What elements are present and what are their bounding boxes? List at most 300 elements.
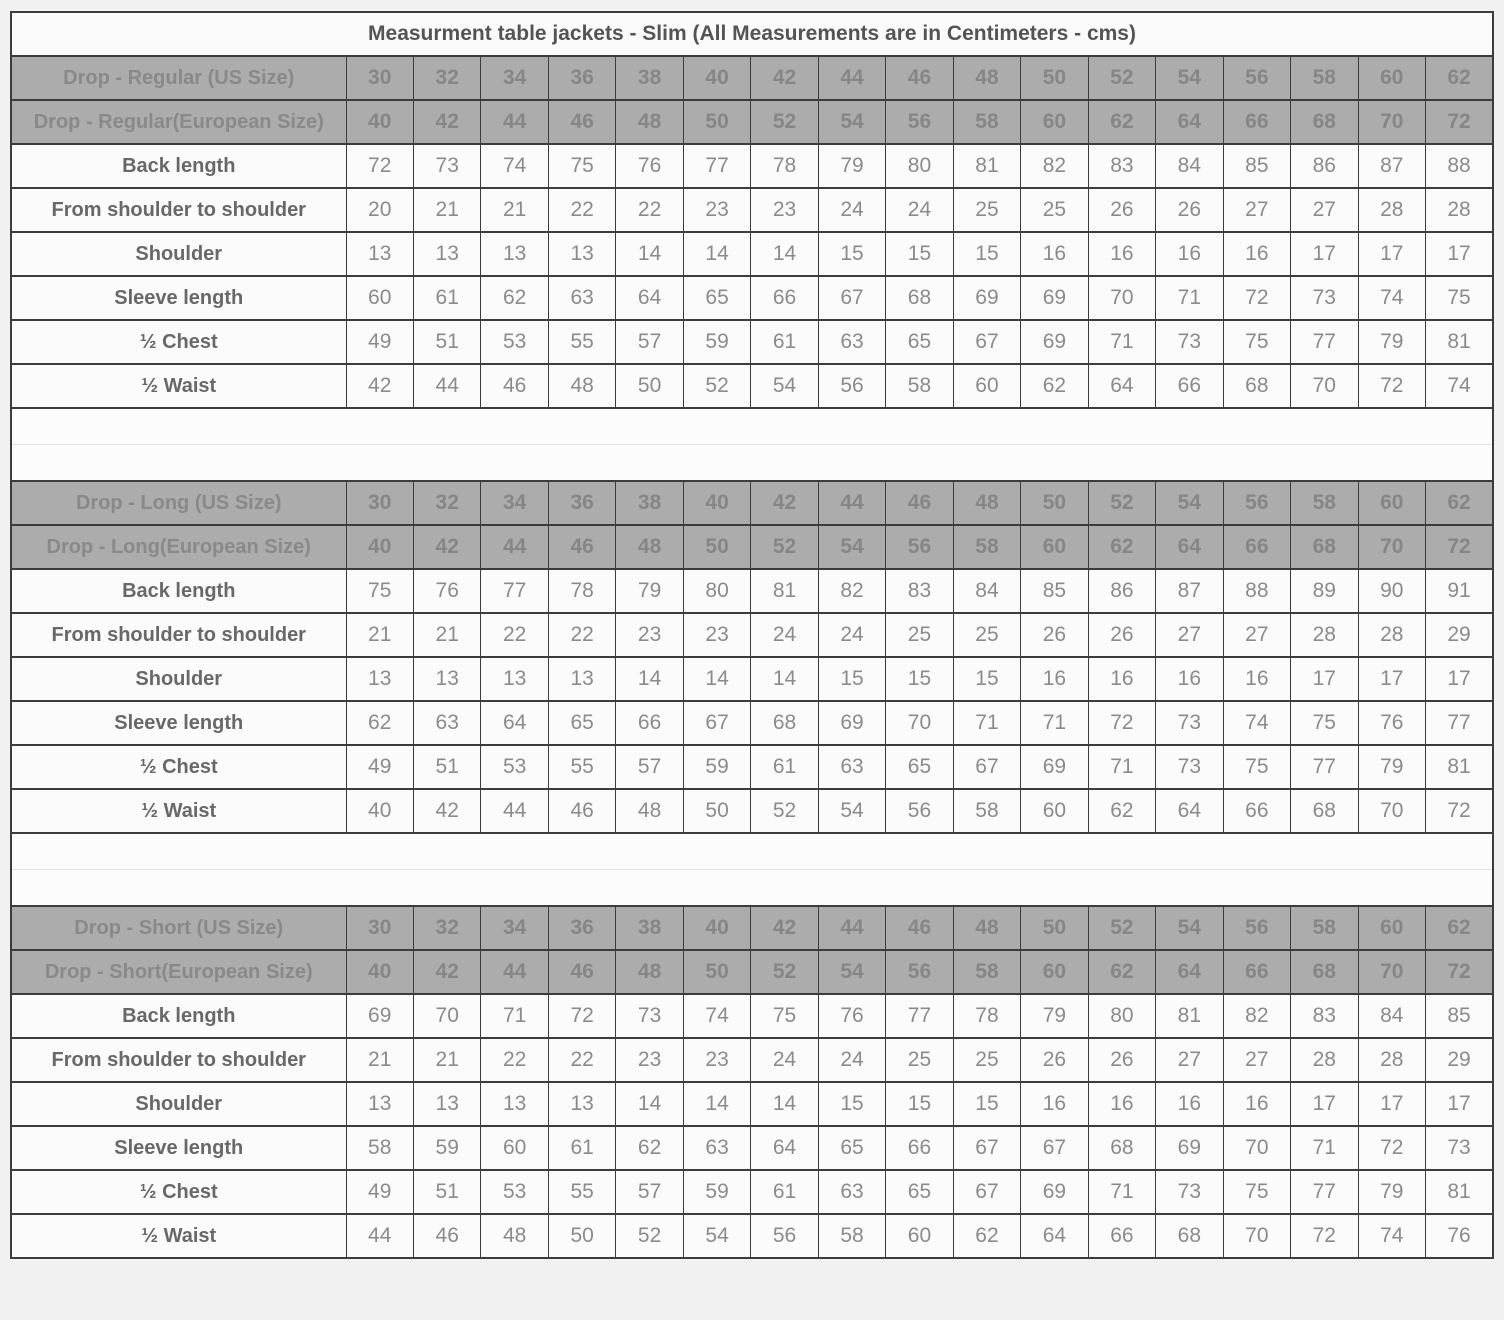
measurement-value: 85 (1021, 569, 1088, 613)
measurement-value: 23 (616, 1038, 683, 1082)
measurement-value: 70 (886, 701, 953, 745)
measurement-value: 14 (751, 657, 818, 701)
measurement-value: 65 (886, 320, 953, 364)
measurement-value: 66 (1156, 364, 1223, 408)
eu-size-value: 46 (548, 525, 615, 569)
eu-size-value: 40 (346, 100, 413, 144)
us-size-value: 36 (548, 906, 615, 950)
measurement-value: 74 (481, 144, 548, 188)
measurement-value: 15 (886, 1082, 953, 1126)
us-size-value: 62 (1426, 56, 1494, 100)
measurement-value: 64 (1088, 364, 1155, 408)
measurement-value: 14 (616, 1082, 683, 1126)
measurement-row (11, 320, 1493, 364)
eu-size-value: 68 (1291, 100, 1358, 144)
measurement-value: 78 (548, 569, 615, 613)
measurement-value: 77 (683, 144, 750, 188)
measurement-value: 81 (1426, 745, 1494, 789)
measurement-value: 80 (683, 569, 750, 613)
us-size-value: 60 (1358, 906, 1425, 950)
measurement-value: 70 (1358, 789, 1425, 833)
measurement-value: 77 (481, 569, 548, 613)
measurement-value: 74 (1358, 1214, 1425, 1258)
eu-size-value: 66 (1223, 950, 1290, 994)
measurement-value: 13 (481, 232, 548, 276)
eu-size-header-label: Drop - Regular(European Size) (11, 100, 346, 144)
eu-size-value: 40 (346, 950, 413, 994)
measurement-value: 63 (818, 745, 885, 789)
measurement-value: 52 (616, 1214, 683, 1258)
measurement-value: 14 (683, 1082, 750, 1126)
measurement-value: 17 (1291, 232, 1358, 276)
measurement-value: 60 (481, 1126, 548, 1170)
measurement-row-label: Shoulder (11, 1082, 346, 1126)
measurement-row (11, 1038, 1493, 1082)
measurement-value: 61 (751, 320, 818, 364)
measurement-value: 62 (616, 1126, 683, 1170)
measurement-value: 60 (1021, 789, 1088, 833)
measurement-value: 55 (548, 320, 615, 364)
measurement-value: 24 (886, 188, 953, 232)
measurement-value: 67 (1021, 1126, 1088, 1170)
measurement-value: 72 (1358, 364, 1425, 408)
measurement-value: 75 (1223, 320, 1290, 364)
us-size-value: 44 (818, 481, 885, 525)
measurement-value: 56 (751, 1214, 818, 1258)
measurement-value: 13 (413, 1082, 480, 1126)
measurement-value: 51 (413, 320, 480, 364)
measurement-value: 16 (1156, 1082, 1223, 1126)
eu-size-value: 58 (953, 525, 1020, 569)
measurement-value: 48 (616, 789, 683, 833)
measurement-value: 69 (1021, 320, 1088, 364)
us-size-value: 52 (1088, 481, 1155, 525)
us-size-value: 48 (953, 56, 1020, 100)
measurement-value: 67 (953, 1126, 1020, 1170)
measurement-row (11, 569, 1493, 613)
measurement-value: 73 (1426, 1126, 1494, 1170)
us-size-value: 32 (413, 56, 480, 100)
measurement-value: 72 (1426, 789, 1494, 833)
measurement-value: 73 (1291, 276, 1358, 320)
eu-size-value: 54 (818, 100, 885, 144)
measurement-value: 13 (481, 657, 548, 701)
measurement-value: 70 (1223, 1126, 1290, 1170)
measurement-value: 22 (548, 1038, 615, 1082)
measurement-value: 22 (548, 188, 615, 232)
measurement-row (11, 701, 1493, 745)
measurement-value: 57 (616, 320, 683, 364)
us-size-value: 58 (1291, 56, 1358, 100)
measurement-row-label: Shoulder (11, 657, 346, 701)
measurement-value: 26 (1088, 188, 1155, 232)
measurement-value: 70 (413, 994, 480, 1038)
measurement-value: 23 (683, 188, 750, 232)
measurement-value: 57 (616, 1170, 683, 1214)
us-size-value: 60 (1358, 56, 1425, 100)
measurement-value: 49 (346, 320, 413, 364)
measurement-value: 49 (346, 745, 413, 789)
us-size-value: 48 (953, 906, 1020, 950)
us-size-value: 34 (481, 481, 548, 525)
measurement-value: 78 (751, 144, 818, 188)
measurement-value: 73 (616, 994, 683, 1038)
us-size-value: 54 (1156, 56, 1223, 100)
measurement-value: 13 (346, 657, 413, 701)
measurement-value: 66 (886, 1126, 953, 1170)
measurement-value: 87 (1156, 569, 1223, 613)
measurement-row-label: ½ Waist (11, 1214, 346, 1258)
measurement-value: 64 (751, 1126, 818, 1170)
measurement-value: 26 (1088, 613, 1155, 657)
measurement-value: 15 (886, 657, 953, 701)
eu-size-value: 54 (818, 525, 885, 569)
measurement-value: 24 (751, 613, 818, 657)
us-size-value: 34 (481, 56, 548, 100)
measurement-value: 16 (1223, 1082, 1290, 1126)
measurement-value: 62 (1021, 364, 1088, 408)
eu-size-value: 48 (616, 525, 683, 569)
measurement-value: 13 (346, 1082, 413, 1126)
measurement-value: 23 (751, 188, 818, 232)
measurement-value: 51 (413, 1170, 480, 1214)
measurement-row (11, 657, 1493, 701)
eu-size-value: 40 (346, 525, 413, 569)
measurement-value: 56 (886, 789, 953, 833)
us-size-value: 40 (683, 56, 750, 100)
us-size-value: 32 (413, 906, 480, 950)
eu-size-value: 46 (548, 950, 615, 994)
measurement-row (11, 188, 1493, 232)
measurement-value: 68 (1291, 789, 1358, 833)
measurement-value: 71 (1021, 701, 1088, 745)
eu-size-value: 70 (1358, 525, 1425, 569)
us-size-value: 62 (1426, 906, 1494, 950)
measurement-value: 80 (1088, 994, 1155, 1038)
measurement-value: 63 (818, 320, 885, 364)
eu-size-value: 46 (548, 100, 615, 144)
us-size-value: 52 (1088, 56, 1155, 100)
measurement-value: 44 (481, 789, 548, 833)
measurement-value: 59 (683, 320, 750, 364)
us-size-value: 62 (1426, 481, 1494, 525)
measurement-value: 17 (1358, 657, 1425, 701)
measurement-value: 16 (1021, 657, 1088, 701)
eu-size-value: 62 (1088, 525, 1155, 569)
measurement-value: 63 (413, 701, 480, 745)
measurement-row (11, 1126, 1493, 1170)
eu-size-value: 50 (683, 950, 750, 994)
measurement-value: 16 (1088, 657, 1155, 701)
measurement-value: 82 (1223, 994, 1290, 1038)
measurement-value: 67 (953, 745, 1020, 789)
measurement-value: 67 (953, 1170, 1020, 1214)
measurement-value: 67 (683, 701, 750, 745)
measurement-value: 83 (1088, 144, 1155, 188)
measurement-value: 50 (616, 364, 683, 408)
measurement-value: 68 (1088, 1126, 1155, 1170)
us-size-value: 56 (1223, 906, 1290, 950)
measurement-value: 81 (953, 144, 1020, 188)
eu-size-value: 42 (413, 100, 480, 144)
measurement-value: 55 (548, 1170, 615, 1214)
measurement-value: 61 (413, 276, 480, 320)
us-size-value: 54 (1156, 481, 1223, 525)
measurement-value: 27 (1223, 188, 1290, 232)
measurement-row (11, 1082, 1493, 1126)
measurement-value: 87 (1358, 144, 1425, 188)
measurement-row-label: Back length (11, 569, 346, 613)
measurement-value: 54 (818, 789, 885, 833)
measurement-value: 71 (1088, 320, 1155, 364)
us-size-value: 32 (413, 481, 480, 525)
us-size-value: 50 (1021, 56, 1088, 100)
measurement-value: 27 (1156, 1038, 1223, 1082)
measurement-value: 58 (818, 1214, 885, 1258)
measurement-value: 68 (751, 701, 818, 745)
measurement-value: 73 (1156, 701, 1223, 745)
us-size-value: 36 (548, 481, 615, 525)
us-size-value: 42 (751, 56, 818, 100)
measurement-value: 82 (1021, 144, 1088, 188)
measurement-value: 63 (683, 1126, 750, 1170)
measurement-value: 81 (751, 569, 818, 613)
measurement-value: 24 (818, 188, 885, 232)
measurement-value: 14 (616, 232, 683, 276)
measurement-value: 88 (1223, 569, 1290, 613)
measurement-row (11, 789, 1493, 833)
measurement-value: 29 (1426, 613, 1494, 657)
measurement-value: 65 (818, 1126, 885, 1170)
measurement-value: 71 (1088, 745, 1155, 789)
measurement-value: 79 (1358, 745, 1425, 789)
eu-size-value: 54 (818, 950, 885, 994)
measurement-value: 16 (1223, 657, 1290, 701)
measurement-value: 25 (1021, 188, 1088, 232)
measurement-value: 80 (886, 144, 953, 188)
measurement-value: 70 (1088, 276, 1155, 320)
eu-size-value: 42 (413, 525, 480, 569)
measurement-value: 64 (1021, 1214, 1088, 1258)
measurement-value: 59 (413, 1126, 480, 1170)
measurement-row (11, 364, 1493, 408)
measurement-value: 62 (953, 1214, 1020, 1258)
measurement-value: 67 (953, 320, 1020, 364)
measurement-value: 91 (1426, 569, 1494, 613)
measurement-value: 84 (1156, 144, 1223, 188)
spacer-cell (11, 445, 1493, 482)
measurement-value: 57 (616, 745, 683, 789)
eu-size-value: 60 (1021, 950, 1088, 994)
measurement-value: 14 (751, 1082, 818, 1126)
eu-size-value: 68 (1291, 525, 1358, 569)
measurement-value: 25 (953, 1038, 1020, 1082)
measurement-value: 16 (1223, 232, 1290, 276)
spacer-cell (11, 870, 1493, 907)
measurement-value: 13 (346, 232, 413, 276)
measurement-value: 81 (1156, 994, 1223, 1038)
measurement-value: 21 (346, 1038, 413, 1082)
measurement-value: 73 (1156, 320, 1223, 364)
eu-size-value: 58 (953, 100, 1020, 144)
eu-size-value: 72 (1426, 950, 1494, 994)
measurement-value: 66 (751, 276, 818, 320)
spacer-cell (11, 833, 1493, 870)
us-size-value: 50 (1021, 906, 1088, 950)
measurement-value: 16 (1156, 657, 1223, 701)
measurement-value: 28 (1358, 613, 1425, 657)
measurement-value: 72 (1223, 276, 1290, 320)
measurement-value: 86 (1088, 569, 1155, 613)
measurement-value: 63 (548, 276, 615, 320)
measurement-value: 21 (413, 613, 480, 657)
us-size-value: 46 (886, 481, 953, 525)
measurement-value: 73 (1156, 745, 1223, 789)
measurement-value: 28 (1358, 1038, 1425, 1082)
measurement-value: 76 (1358, 701, 1425, 745)
us-size-header-label: Drop - Short (US Size) (11, 906, 346, 950)
measurement-value: 52 (683, 364, 750, 408)
us-size-value: 38 (616, 906, 683, 950)
measurement-value: 74 (1426, 364, 1494, 408)
eu-size-value: 66 (1223, 100, 1290, 144)
measurement-value: 77 (1291, 1170, 1358, 1214)
measurement-value: 48 (481, 1214, 548, 1258)
measurement-value: 73 (1156, 1170, 1223, 1214)
measurement-value: 42 (346, 364, 413, 408)
measurement-row (11, 994, 1493, 1038)
measurement-row (11, 1214, 1493, 1258)
measurement-value: 77 (1291, 320, 1358, 364)
us-size-header-label: Drop - Long (US Size) (11, 481, 346, 525)
measurement-value: 53 (481, 320, 548, 364)
us-size-value: 48 (953, 481, 1020, 525)
measurement-value: 28 (1426, 188, 1494, 232)
measurement-value: 44 (413, 364, 480, 408)
us-size-value: 38 (616, 481, 683, 525)
measurement-value: 64 (481, 701, 548, 745)
us-size-value: 36 (548, 56, 615, 100)
eu-size-value: 50 (683, 100, 750, 144)
eu-size-value: 60 (1021, 100, 1088, 144)
measurement-value: 62 (481, 276, 548, 320)
us-size-value: 30 (346, 906, 413, 950)
eu-size-value: 52 (751, 100, 818, 144)
eu-size-header-label: Drop - Long(European Size) (11, 525, 346, 569)
measurement-value: 66 (1088, 1214, 1155, 1258)
spacer-row (11, 833, 1493, 870)
us-size-value: 40 (683, 906, 750, 950)
eu-size-value: 44 (481, 950, 548, 994)
measurement-value: 79 (616, 569, 683, 613)
measurement-value: 78 (953, 994, 1020, 1038)
measurement-value: 21 (413, 188, 480, 232)
measurement-row-label: Sleeve length (11, 276, 346, 320)
measurement-value: 69 (1021, 276, 1088, 320)
measurement-row-label: Back length (11, 144, 346, 188)
measurement-value: 58 (953, 789, 1020, 833)
spacer-cell (11, 408, 1493, 445)
measurement-row-label: ½ Chest (11, 745, 346, 789)
measurement-value: 15 (818, 232, 885, 276)
eu-size-value: 72 (1426, 100, 1494, 144)
eu-size-value: 64 (1156, 950, 1223, 994)
measurement-value: 68 (886, 276, 953, 320)
measurement-value: 13 (481, 1082, 548, 1126)
us-size-value: 44 (818, 906, 885, 950)
measurement-value: 65 (886, 745, 953, 789)
measurement-value: 24 (751, 1038, 818, 1082)
measurement-value: 72 (1358, 1126, 1425, 1170)
eu-size-value: 64 (1156, 100, 1223, 144)
measurement-value: 61 (751, 745, 818, 789)
measurement-value: 21 (413, 1038, 480, 1082)
measurement-value: 60 (886, 1214, 953, 1258)
measurement-value: 79 (1358, 320, 1425, 364)
eu-size-value: 44 (481, 100, 548, 144)
eu-size-value: 56 (886, 950, 953, 994)
measurement-value: 21 (346, 613, 413, 657)
measurement-value: 40 (346, 789, 413, 833)
measurement-value: 13 (548, 657, 615, 701)
measurement-value: 69 (818, 701, 885, 745)
measurement-value: 15 (953, 657, 1020, 701)
measurement-value: 16 (1156, 232, 1223, 276)
measurement-value: 88 (1426, 144, 1494, 188)
measurement-value: 70 (1291, 364, 1358, 408)
measurement-value: 27 (1223, 613, 1290, 657)
measurement-value: 79 (1021, 994, 1088, 1038)
measurement-value: 15 (953, 232, 1020, 276)
measurement-value: 26 (1156, 188, 1223, 232)
measurement-value: 75 (548, 144, 615, 188)
measurement-value: 76 (616, 144, 683, 188)
measurement-value: 75 (346, 569, 413, 613)
measurement-value: 61 (548, 1126, 615, 1170)
eu-size-value: 56 (886, 100, 953, 144)
measurement-value: 28 (1291, 613, 1358, 657)
measurement-value: 26 (1021, 613, 1088, 657)
eu-size-header-label: Drop - Short(European Size) (11, 950, 346, 994)
measurement-value: 28 (1291, 1038, 1358, 1082)
measurement-value: 27 (1223, 1038, 1290, 1082)
measurement-value: 51 (413, 745, 480, 789)
measurement-value: 15 (818, 657, 885, 701)
measurement-value: 74 (683, 994, 750, 1038)
measurement-value: 71 (481, 994, 548, 1038)
measurement-value: 50 (683, 789, 750, 833)
measurement-value: 23 (683, 613, 750, 657)
measurement-value: 17 (1291, 657, 1358, 701)
us-size-value: 38 (616, 56, 683, 100)
measurement-value: 26 (1021, 1038, 1088, 1082)
measurement-value: 25 (886, 1038, 953, 1082)
measurement-value: 62 (346, 701, 413, 745)
us-size-value: 46 (886, 56, 953, 100)
measurement-value: 13 (548, 1082, 615, 1126)
measurement-row-label: Sleeve length (11, 701, 346, 745)
table-title: Measurment table jackets - Slim (All Measurements are in Centimeters - cms) (11, 12, 1493, 56)
measurement-value: 46 (548, 789, 615, 833)
measurement-row-label: Back length (11, 994, 346, 1038)
measurement-value: 17 (1291, 1082, 1358, 1126)
measurement-row-label: ½ Chest (11, 320, 346, 364)
spacer-row (11, 445, 1493, 482)
measurement-value: 85 (1223, 144, 1290, 188)
eu-size-value: 52 (751, 950, 818, 994)
measurement-value: 65 (886, 1170, 953, 1214)
measurement-value: 24 (818, 613, 885, 657)
